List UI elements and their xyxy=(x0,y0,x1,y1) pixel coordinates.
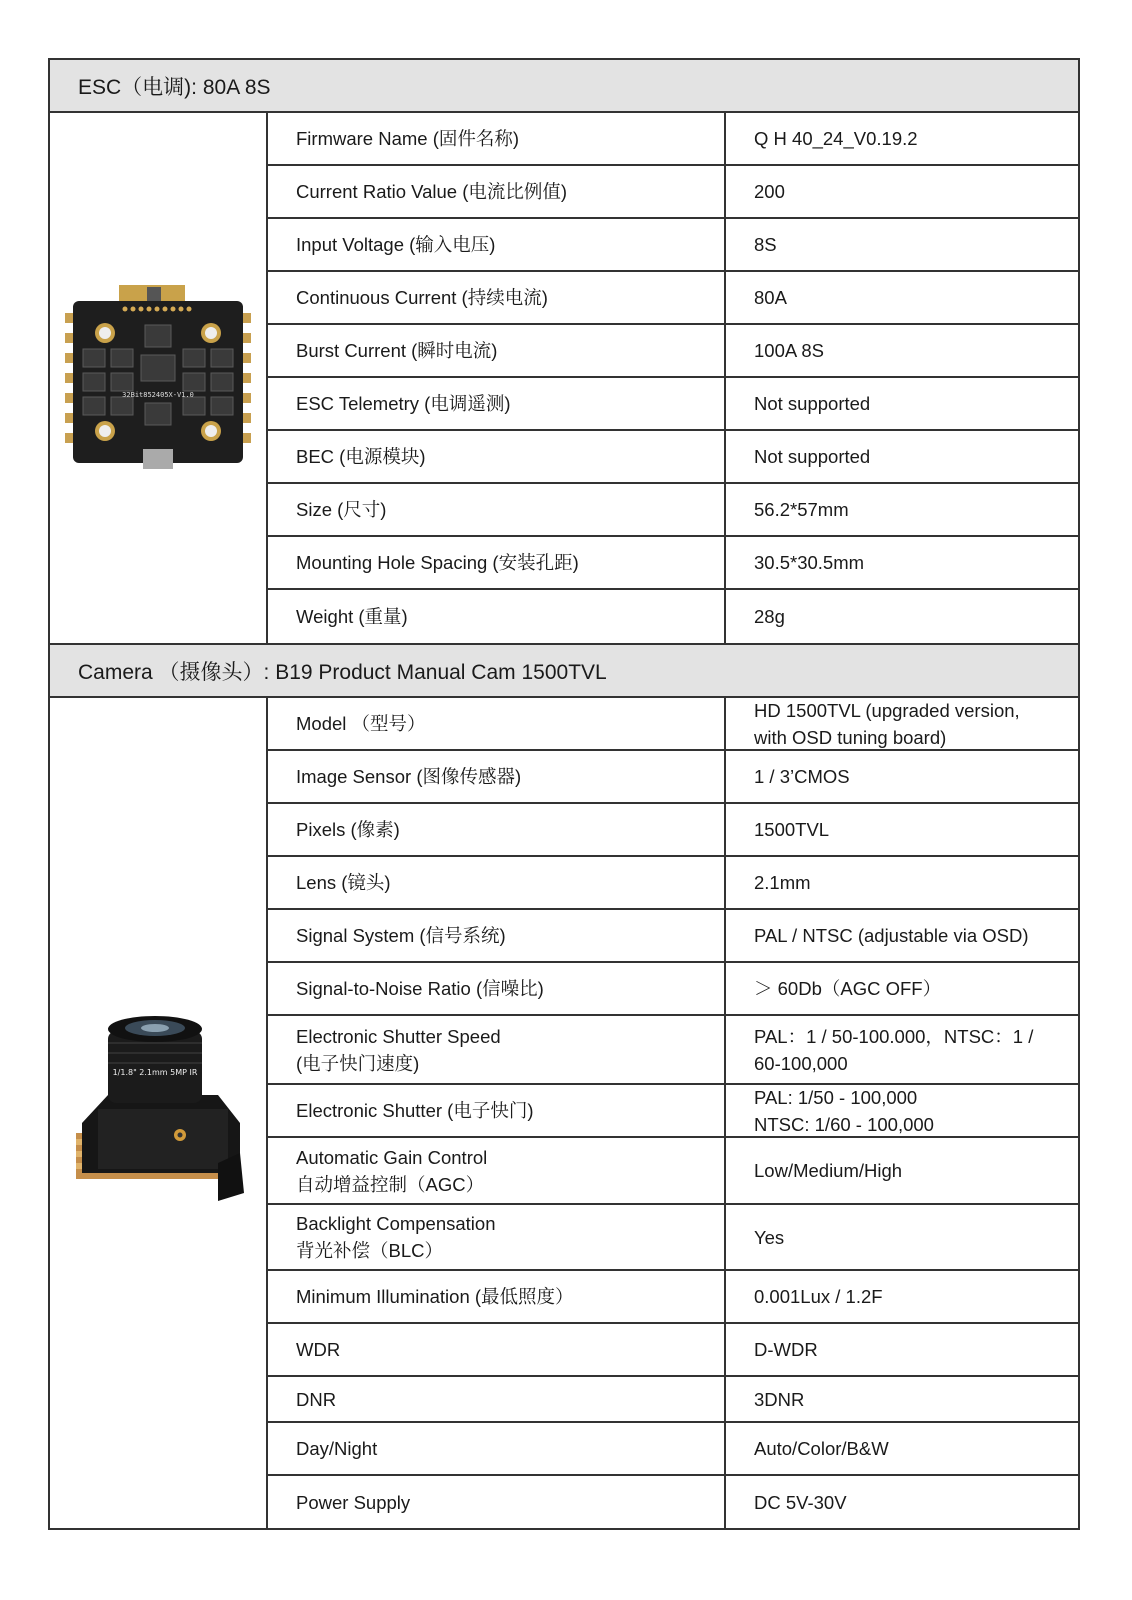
spec-value-line: with OSD tuning board) xyxy=(754,726,947,748)
spec-value-line: PAL：1 / 50-100.000，NTSC：1 / xyxy=(754,1025,1034,1047)
esc-section-header xyxy=(50,60,1078,113)
spec-label-line: Lens (镜头) xyxy=(296,872,391,893)
spec-value-line: 1 / 3’CMOS xyxy=(754,766,850,787)
spec-label xyxy=(268,1271,726,1322)
spec-label xyxy=(268,910,726,961)
spec-label-line: Backlight Compensation xyxy=(296,1213,496,1234)
spec-label xyxy=(268,166,726,217)
spec-label xyxy=(268,1085,726,1136)
svg-text:32Bit852405X-V1.0: 32Bit852405X-V1.0 xyxy=(122,391,194,399)
spec-label-line: Automatic Gain Control xyxy=(296,1146,488,1168)
esc-board-image xyxy=(63,285,253,471)
spec-value-line: PAL: 1/50 - 100,000 xyxy=(754,1086,918,1108)
spec-label xyxy=(268,1476,726,1528)
spec-label xyxy=(268,1423,726,1474)
spec-value xyxy=(726,378,1078,429)
spec-value-line: 60-100,000 xyxy=(754,1052,848,1074)
spec-label-line: WDR xyxy=(296,1339,341,1360)
spec-value xyxy=(726,484,1078,535)
camera-spec-rows xyxy=(268,698,1078,1528)
spec-value-line: NTSC: 1/60 - 100,000 xyxy=(754,1113,934,1135)
camera-spec-row xyxy=(268,1016,1078,1085)
spec-sheet xyxy=(48,58,1080,1530)
spec-value-line: 1500TVL xyxy=(754,819,830,840)
camera-spec-row xyxy=(268,751,1078,804)
spec-label-text: Burst Current (瞬时电流) xyxy=(296,340,498,361)
camera-spec-row xyxy=(268,857,1078,910)
esc-spec-row xyxy=(268,484,1078,537)
spec-label xyxy=(268,1324,726,1375)
camera-spec-row xyxy=(268,1205,1078,1271)
esc-spec-row xyxy=(268,537,1078,590)
spec-label xyxy=(268,698,726,749)
camera-spec-row xyxy=(268,1271,1078,1324)
spec-label xyxy=(268,1016,726,1083)
spec-label xyxy=(268,857,726,908)
esc-section-body xyxy=(50,113,1078,645)
camera-spec-row xyxy=(268,1476,1078,1528)
spec-label-line: DNR xyxy=(296,1388,337,1410)
esc-section-title: ESC（电调): 80A 8S xyxy=(78,75,271,99)
spec-value-line: Yes xyxy=(754,1226,785,1248)
esc-spec-row xyxy=(268,590,1078,643)
spec-value xyxy=(726,910,1078,961)
spec-label-line: Day/Night xyxy=(296,1438,378,1459)
spec-value-line: 2.1mm xyxy=(754,872,811,893)
spec-value-line: PAL / NTSC (adjustable via OSD) xyxy=(754,925,1029,946)
spec-value-text: 56.2*57mm xyxy=(754,499,849,520)
esc-spec-row xyxy=(268,166,1078,219)
spec-label-line: Pixels (像素) xyxy=(296,819,400,840)
camera-section-title: Camera （摄像头）: B19 Product Manual Cam 1500TVL xyxy=(78,660,607,684)
spec-label-line: Electronic Shutter (电子快门) xyxy=(296,1100,534,1121)
spec-value-line: D-WDR xyxy=(754,1339,818,1360)
spec-value xyxy=(726,590,1078,643)
spec-label-line: Model （型号） xyxy=(296,713,426,734)
esc-spec-row xyxy=(268,113,1078,166)
spec-value xyxy=(726,698,1078,749)
esc-spec-row xyxy=(268,378,1078,431)
spec-label xyxy=(268,378,726,429)
spec-value xyxy=(726,325,1078,376)
spec-label-line: Power Supply xyxy=(296,1491,411,1513)
camera-section-header xyxy=(50,645,1078,698)
spec-label-line: Signal-to-Noise Ratio (信噪比) xyxy=(296,978,544,999)
spec-value-line: HD 1500TVL (upgraded version, xyxy=(754,699,1020,721)
spec-label-text: Weight (重量) xyxy=(296,606,408,627)
esc-spec-row xyxy=(268,272,1078,325)
spec-label xyxy=(268,804,726,855)
spec-label xyxy=(268,963,726,1014)
esc-spec-rows xyxy=(268,113,1078,643)
spec-label xyxy=(268,219,726,270)
spec-value xyxy=(726,537,1078,588)
spec-label xyxy=(268,272,726,323)
spec-value-line: 0.001Lux / 1.2F xyxy=(754,1286,883,1307)
camera-spec-row xyxy=(268,1138,1078,1205)
spec-value xyxy=(726,219,1078,270)
spec-value-line: ＞ 60Db（AGC OFF） xyxy=(754,978,942,999)
spec-label xyxy=(268,484,726,535)
spec-label-line: Minimum Illumination (最低照度） xyxy=(296,1286,574,1307)
spec-value xyxy=(726,1423,1078,1474)
spec-value xyxy=(726,804,1078,855)
spec-label xyxy=(268,751,726,802)
spec-label-line: (电子快门速度) xyxy=(296,1052,420,1074)
esc-spec-row xyxy=(268,431,1078,484)
spec-label-line: Image Sensor (图像传感器) xyxy=(296,766,522,787)
spec-label-line: Electronic Shutter Speed xyxy=(296,1025,501,1047)
svg-text:1/1.8" 2.1mm 5MP IR: 1/1.8" 2.1mm 5MP IR xyxy=(112,1068,198,1077)
camera-spec-row xyxy=(268,804,1078,857)
camera-section-body xyxy=(50,698,1078,1528)
spec-value-text: 28g xyxy=(754,606,785,627)
spec-label-line: Signal System (信号系统) xyxy=(296,925,506,946)
camera-spec-row xyxy=(268,910,1078,963)
spec-value xyxy=(726,1085,1078,1136)
spec-label-line: 背光补偿（BLC） xyxy=(296,1240,443,1261)
camera-spec-row xyxy=(268,1377,1078,1423)
spec-value-text: Q H 40_24_V0.19.2 xyxy=(754,128,918,149)
spec-label-text: Firmware Name (固件名称) xyxy=(296,128,520,149)
spec-value xyxy=(726,857,1078,908)
spec-value xyxy=(726,1138,1078,1203)
spec-value-text: 100A 8S xyxy=(754,340,824,361)
spec-value-text: Not supported xyxy=(754,446,871,467)
spec-label-text: Mounting Hole Spacing (安装孔距) xyxy=(296,552,579,573)
spec-label-text: Continuous Current (持续电流) xyxy=(296,287,548,308)
camera-image xyxy=(68,1013,248,1213)
spec-value xyxy=(726,113,1078,164)
esc-spec-row xyxy=(268,325,1078,378)
spec-label xyxy=(268,537,726,588)
spec-value-line: Auto/Color/B&W xyxy=(754,1438,889,1459)
spec-value xyxy=(726,1205,1078,1269)
spec-label-text: ESC Telemetry (电调遥测) xyxy=(296,393,511,414)
camera-spec-row xyxy=(268,963,1078,1016)
spec-label xyxy=(268,590,726,643)
camera-spec-row xyxy=(268,1085,1078,1138)
spec-value-line: DC 5V-30V xyxy=(754,1491,847,1513)
spec-value xyxy=(726,751,1078,802)
spec-value xyxy=(726,1377,1078,1421)
spec-label-line: 自动增益控制（AGC） xyxy=(296,1173,485,1195)
camera-image-cell xyxy=(50,698,268,1528)
spec-value-text: 8S xyxy=(754,234,777,255)
spec-label xyxy=(268,1205,726,1269)
spec-value xyxy=(726,1324,1078,1375)
spec-label xyxy=(268,1138,726,1203)
spec-value-line: Low/Medium/High xyxy=(754,1160,903,1181)
spec-value xyxy=(726,166,1078,217)
spec-value-text: 30.5*30.5mm xyxy=(754,552,865,573)
spec-value xyxy=(726,963,1078,1014)
camera-spec-row xyxy=(268,698,1078,751)
spec-value-line: 3DNR xyxy=(754,1388,805,1410)
spec-label xyxy=(268,431,726,482)
spec-label-text: Input Voltage (输入电压) xyxy=(296,234,496,255)
spec-label xyxy=(268,1377,726,1421)
esc-image-cell xyxy=(50,113,268,643)
camera-spec-row xyxy=(268,1423,1078,1476)
spec-label-text: Current Ratio Value (电流比例值) xyxy=(296,181,568,202)
spec-value xyxy=(726,1271,1078,1322)
spec-label-text: BEC (电源模块) xyxy=(296,446,426,467)
esc-spec-row xyxy=(268,219,1078,272)
spec-value xyxy=(726,1016,1078,1083)
spec-label-text: Size (尺寸) xyxy=(296,499,387,520)
spec-value-text: 200 xyxy=(754,181,785,202)
spec-value xyxy=(726,431,1078,482)
spec-value xyxy=(726,272,1078,323)
spec-value xyxy=(726,1476,1078,1528)
spec-value-text: Not supported xyxy=(754,393,871,414)
spec-label xyxy=(268,113,726,164)
spec-label xyxy=(268,325,726,376)
camera-spec-row xyxy=(268,1324,1078,1377)
spec-value-text: 80A xyxy=(754,287,787,308)
